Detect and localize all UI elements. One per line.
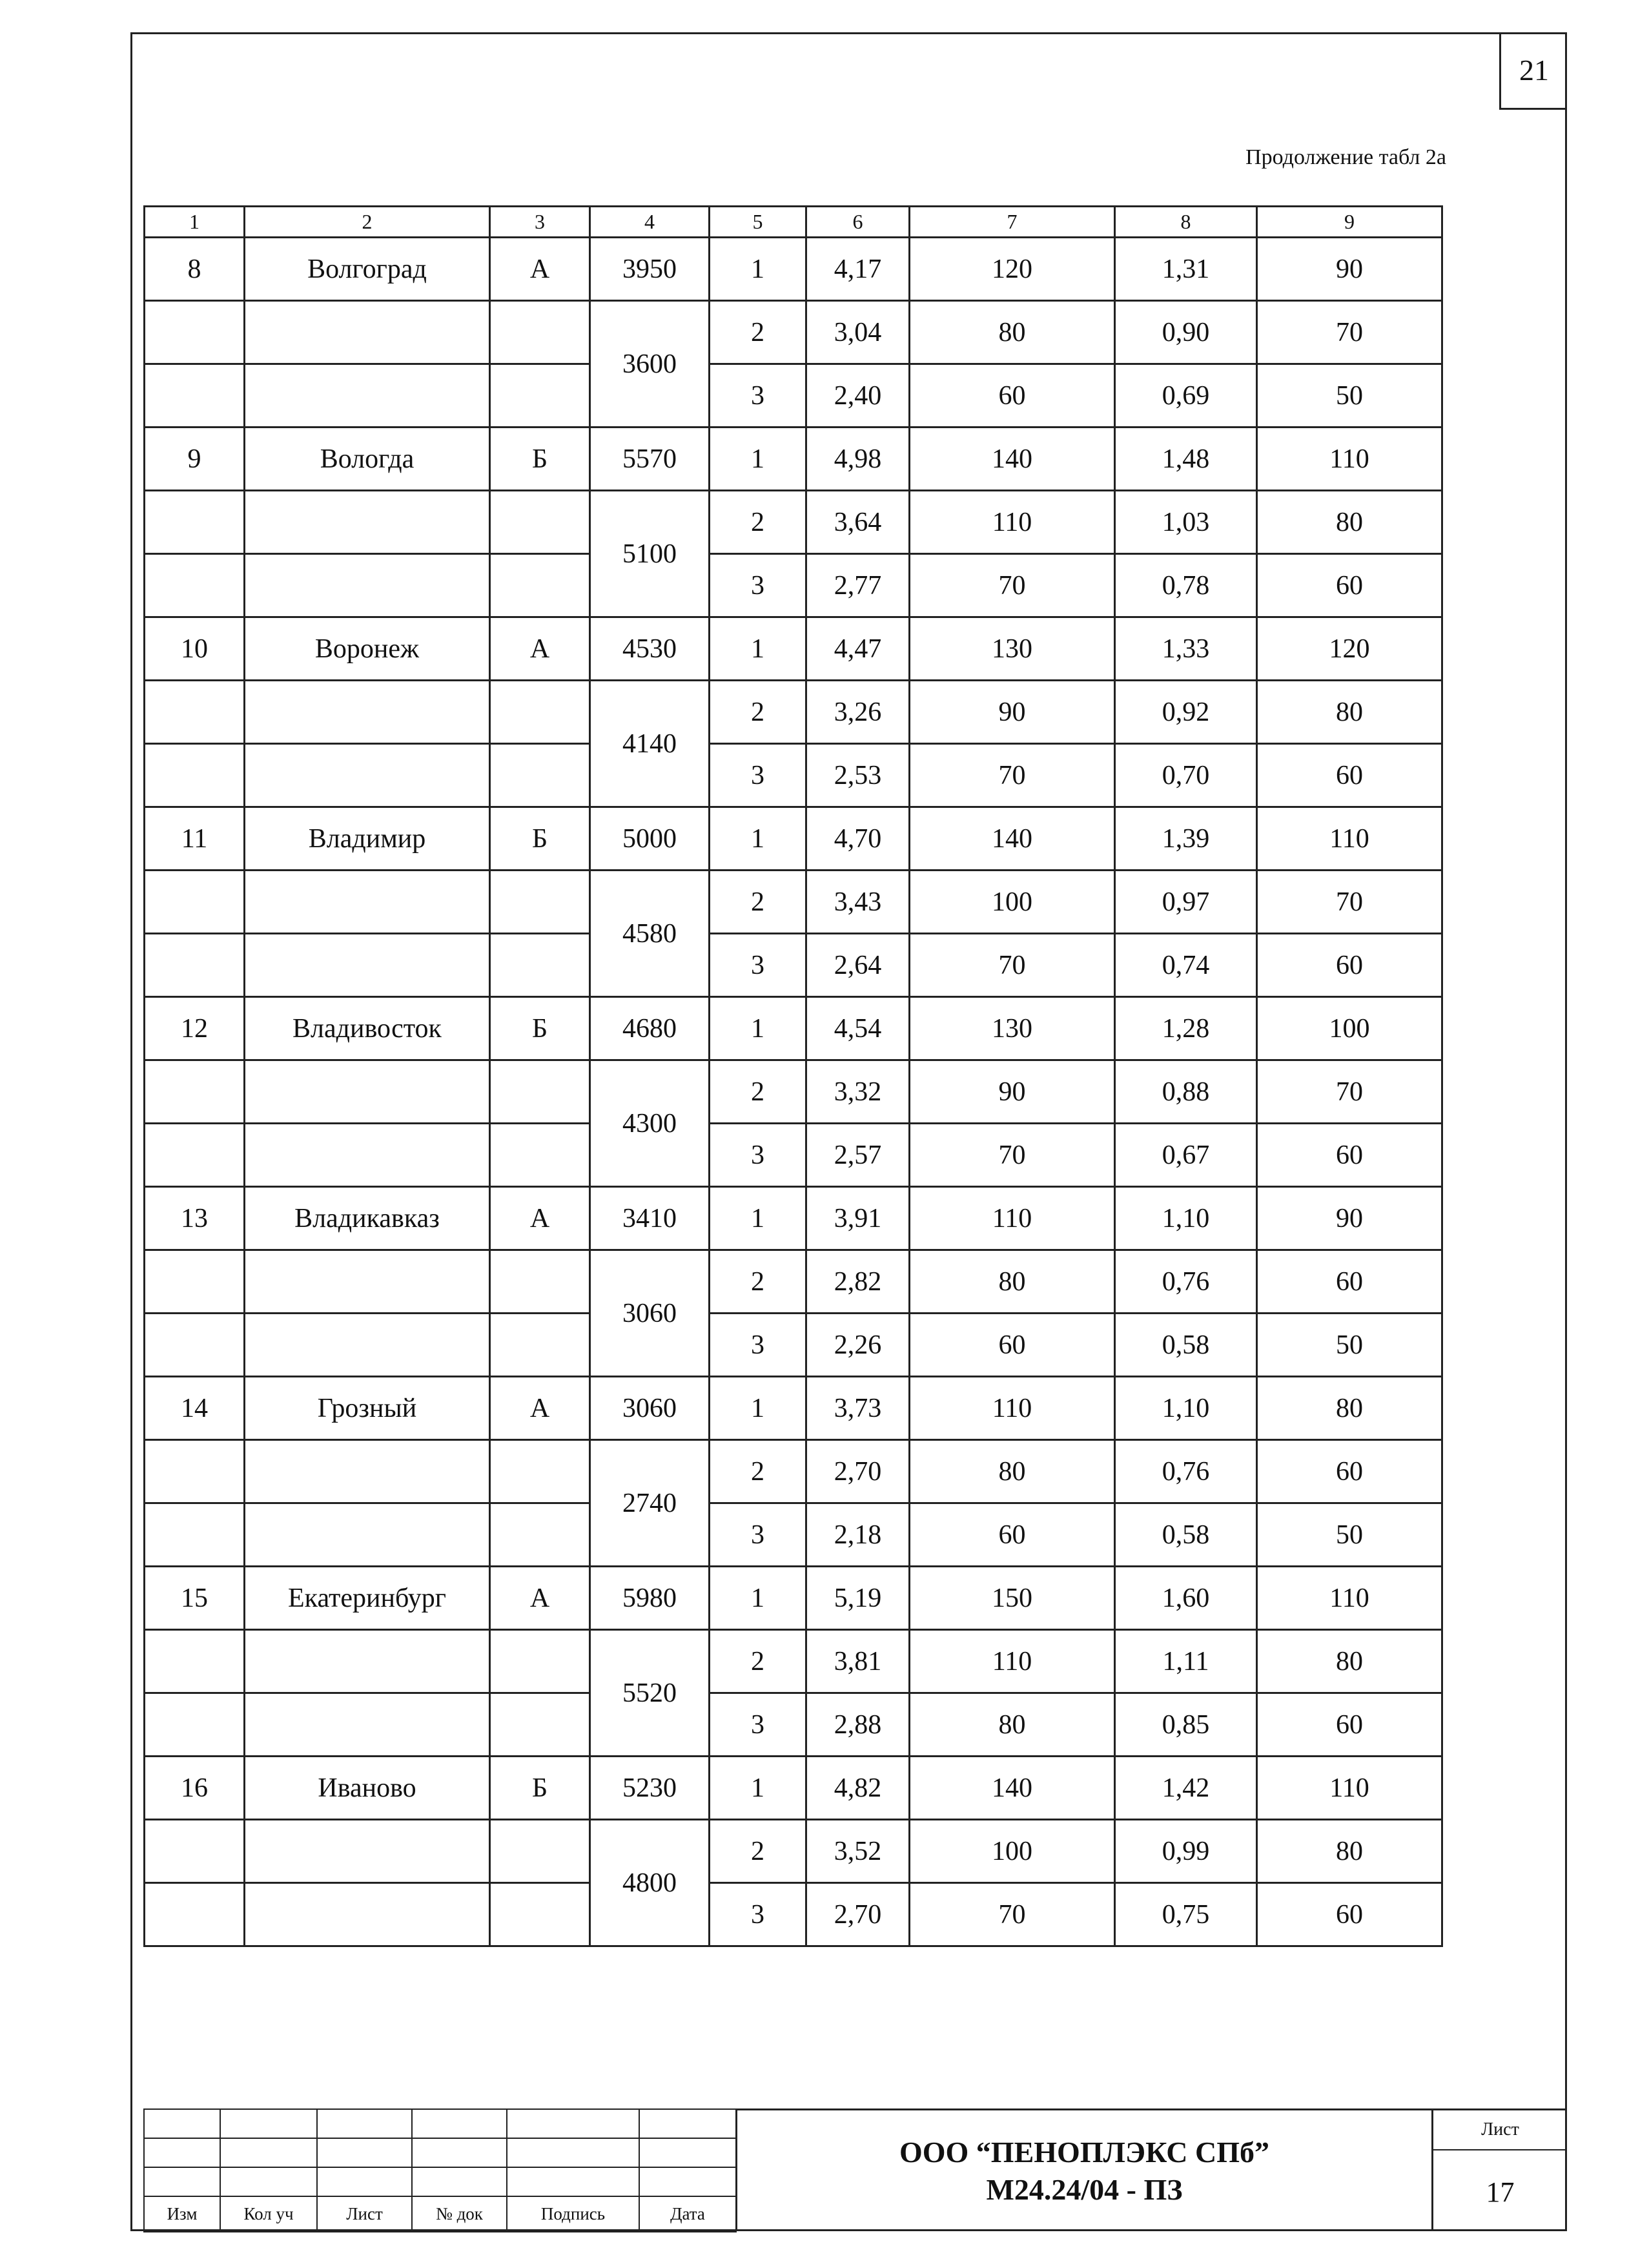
header-cell: 8 [1115,207,1257,238]
empty-cell [490,1314,590,1377]
data-cell: 2,88 [806,1693,910,1757]
header-cell: 4 [590,207,710,238]
city-cell: Вологда [245,428,490,491]
table-row [145,1757,1442,1820]
stamp-label: Кол уч [220,2196,317,2232]
value-cell: 3950 [590,238,710,301]
data-cell: 1 [710,1567,806,1630]
data-cell: 3 [710,1883,806,1946]
data-cell: 130 [910,617,1115,681]
data-cell: 1 [710,997,806,1060]
table-row [145,1060,1442,1124]
data-cell: 70 [1257,871,1442,934]
data-cell: 1,48 [1115,428,1257,491]
data-cell: 0,78 [1115,554,1257,617]
row-number-cell: 15 [145,1567,245,1630]
data-cell: 3 [710,1503,806,1567]
data-cell: 1,03 [1115,491,1257,554]
empty-cell [490,1124,590,1187]
value-cell: 4300 [590,1060,710,1187]
header-cell: 6 [806,207,910,238]
data-cell: 0,92 [1115,681,1257,744]
table-row [145,1693,1442,1757]
data-cell: 3,81 [806,1630,910,1693]
table-row [145,681,1442,744]
zone-cell: Б [490,428,590,491]
data-cell: 2,26 [806,1314,910,1377]
page-number: 21 [1499,32,1567,110]
data-cell: 90 [910,1060,1115,1124]
data-cell: 80 [1257,681,1442,744]
data-cell: 60 [910,364,1115,428]
row-number-cell: 9 [145,428,245,491]
city-cell: Грозный [245,1377,490,1440]
data-cell: 1,10 [1115,1187,1257,1250]
data-cell: 110 [1257,428,1442,491]
data-cell: 3 [710,744,806,807]
empty-cell [145,1693,245,1757]
data-cell: 2,53 [806,744,910,807]
data-cell: 60 [910,1503,1115,1567]
empty-cell [490,871,590,934]
data-cell: 110 [1257,1567,1442,1630]
zone-cell: Б [490,997,590,1060]
data-cell: 1,11 [1115,1630,1257,1693]
table-row [145,491,1442,554]
header-cell: 2 [245,207,490,238]
data-cell: 60 [1257,1883,1442,1946]
data-cell: 50 [1257,364,1442,428]
row-number-cell: 14 [145,1377,245,1440]
data-cell: 120 [1257,617,1442,681]
data-cell: 2,70 [806,1883,910,1946]
city-cell: Екатеринбург [245,1567,490,1630]
table-row [145,997,1442,1060]
data-cell: 1 [710,1757,806,1820]
data-cell: 3 [710,364,806,428]
data-cell: 3 [710,934,806,997]
zone-cell: Б [490,1757,590,1820]
document-code: М24.24/04 - ПЗ [986,2172,1183,2206]
value-cell: 5570 [590,428,710,491]
sheet-number: 17 [1486,2176,1515,2208]
data-cell: 4,82 [806,1757,910,1820]
empty-cell [245,1693,490,1757]
value-cell: 2740 [590,1440,710,1567]
data-cell: 60 [1257,1250,1442,1314]
value-cell: 4530 [590,617,710,681]
empty-cell [490,301,590,364]
data-cell: 140 [910,807,1115,871]
empty-cell [245,1820,490,1883]
data-cell: 0,76 [1115,1250,1257,1314]
data-cell: 100 [1257,997,1442,1060]
data-cell: 3,43 [806,871,910,934]
city-cell: Иваново [245,1757,490,1820]
value-cell: 5000 [590,807,710,871]
data-cell: 60 [1257,1693,1442,1757]
city-cell: Владивосток [245,997,490,1060]
stamp-label: № док [412,2196,507,2232]
zone-cell: А [490,1187,590,1250]
data-cell: 80 [910,1693,1115,1757]
data-cell: 5,19 [806,1567,910,1630]
data-cell: 70 [910,554,1115,617]
data-cell: 2 [710,301,806,364]
row-number-cell: 16 [145,1757,245,1820]
data-cell: 70 [1257,301,1442,364]
data-cell: 0,97 [1115,871,1257,934]
zone-cell: А [490,238,590,301]
data-cell: 60 [1257,1440,1442,1503]
data-cell: 2 [710,1630,806,1693]
data-cell: 140 [910,428,1115,491]
empty-cell [490,1693,590,1757]
empty-cell [145,1883,245,1946]
zone-cell: Б [490,807,590,871]
data-cell: 2,70 [806,1440,910,1503]
city-cell: Волгоград [245,238,490,301]
data-cell: 110 [1257,807,1442,871]
data-cell: 2,18 [806,1503,910,1567]
data-cell: 110 [910,1377,1115,1440]
header-cell: 5 [710,207,806,238]
data-cell: 60 [1257,1124,1442,1187]
empty-cell [490,1630,590,1693]
data-cell: 3,52 [806,1820,910,1883]
data-cell: 50 [1257,1314,1442,1377]
table-row [145,617,1442,681]
row-number-cell: 12 [145,997,245,1060]
empty-cell [490,1883,590,1946]
empty-cell [490,364,590,428]
empty-cell [490,934,590,997]
data-cell: 100 [910,1820,1115,1883]
empty-cell [145,1314,245,1377]
empty-cell [245,554,490,617]
data-cell: 0,75 [1115,1883,1257,1946]
zone-cell: А [490,1377,590,1440]
sheet-label: Лист [1433,2110,1567,2150]
data-table [143,205,1443,1947]
data-cell: 1 [710,238,806,301]
data-cell: 0,88 [1115,1060,1257,1124]
data-cell: 2,82 [806,1250,910,1314]
empty-cell [145,871,245,934]
empty-cell [245,1250,490,1314]
data-cell: 2 [710,871,806,934]
value-cell: 5980 [590,1567,710,1630]
data-cell: 1,10 [1115,1377,1257,1440]
table-row [145,1630,1442,1693]
data-cell: 2 [710,1820,806,1883]
zone-cell: А [490,617,590,681]
data-cell: 0,70 [1115,744,1257,807]
empty-cell [245,934,490,997]
empty-cell [245,1883,490,1946]
city-cell: Владимир [245,807,490,871]
zone-cell: А [490,1567,590,1630]
city-cell: Владикавказ [245,1187,490,1250]
data-cell: 1 [710,428,806,491]
empty-cell [245,1314,490,1377]
title-block [143,2108,1567,2231]
data-cell: 2 [710,491,806,554]
data-cell: 2 [710,1250,806,1314]
data-cell: 80 [1257,1630,1442,1693]
empty-cell [145,934,245,997]
data-cell: 60 [1257,934,1442,997]
stamp-label: Подпись [507,2196,639,2232]
empty-cell [245,1440,490,1503]
organization-name: ООО “ПЕНОПЛЭКС СПб” [899,2135,1270,2169]
data-cell: 0,67 [1115,1124,1257,1187]
row-number-cell: 8 [145,238,245,301]
empty-cell [490,1503,590,1567]
data-cell: 3,91 [806,1187,910,1250]
table-body [145,207,1442,1946]
table-row [145,1567,1442,1630]
stamp-label: Дата [639,2196,736,2232]
data-cell: 50 [1257,1503,1442,1567]
table-row [145,1883,1442,1946]
data-cell: 3 [710,554,806,617]
data-cell: 2 [710,681,806,744]
data-cell: 3,64 [806,491,910,554]
row-number-cell: 13 [145,1187,245,1250]
data-cell: 4,17 [806,238,910,301]
data-cell: 60 [910,1314,1115,1377]
organization-box [735,2108,1431,2231]
empty-cell [490,491,590,554]
data-cell: 60 [1257,554,1442,617]
data-cell: 0,90 [1115,301,1257,364]
table-row [145,238,1442,301]
value-cell: 4580 [590,871,710,997]
data-cell: 0,58 [1115,1314,1257,1377]
data-cell: 120 [910,238,1115,301]
empty-cell [490,681,590,744]
empty-cell [245,744,490,807]
row-number-cell: 10 [145,617,245,681]
data-cell: 4,70 [806,807,910,871]
data-cell: 80 [910,301,1115,364]
empty-cell [145,1060,245,1124]
data-cell: 100 [910,871,1115,934]
data-cell: 2,40 [806,364,910,428]
data-cell: 90 [910,681,1115,744]
data-cell: 70 [910,744,1115,807]
value-cell: 4140 [590,681,710,807]
data-cell: 1,39 [1115,807,1257,871]
data-cell: 1,31 [1115,238,1257,301]
empty-cell [145,744,245,807]
value-cell: 5100 [590,491,710,617]
empty-cell [490,744,590,807]
data-cell: 3,73 [806,1377,910,1440]
data-cell: 3 [710,1693,806,1757]
table-row [145,301,1442,364]
table-row [145,1377,1442,1440]
empty-cell [145,1503,245,1567]
data-cell: 60 [1257,744,1442,807]
table-row [145,1250,1442,1314]
data-cell: 0,76 [1115,1440,1257,1503]
data-cell: 70 [910,1124,1115,1187]
table-row [145,364,1442,428]
data-cell: 70 [1257,1060,1442,1124]
data-cell: 80 [1257,1820,1442,1883]
empty-cell [490,1060,590,1124]
table-row [145,934,1442,997]
row-number-cell: 11 [145,807,245,871]
value-cell: 5230 [590,1757,710,1820]
empty-cell [245,301,490,364]
value-cell: 4800 [590,1820,710,1946]
table-row [145,871,1442,934]
empty-cell [145,1630,245,1693]
data-cell: 0,85 [1115,1693,1257,1757]
value-cell: 3060 [590,1377,710,1440]
value-cell: 5520 [590,1630,710,1757]
empty-cell [145,1440,245,1503]
table-row [145,428,1442,491]
table-row [145,1820,1442,1883]
data-cell: 1 [710,807,806,871]
data-cell: 1,60 [1115,1567,1257,1630]
data-cell: 4,98 [806,428,910,491]
data-cell: 1,33 [1115,617,1257,681]
data-cell: 2 [710,1440,806,1503]
empty-cell [245,364,490,428]
table-row [145,1314,1442,1377]
empty-cell [490,1440,590,1503]
continuation-note: Продолжение табл 2а [1245,145,1446,169]
stamp-label: Лист [317,2196,412,2232]
data-cell: 1 [710,1377,806,1440]
data-cell: 2,64 [806,934,910,997]
data-cell: 150 [910,1567,1115,1630]
value-cell: 3600 [590,301,710,428]
data-cell: 3,26 [806,681,910,744]
data-cell: 110 [910,1187,1115,1250]
data-cell: 3,04 [806,301,910,364]
empty-cell [145,491,245,554]
data-cell: 80 [910,1440,1115,1503]
data-cell: 80 [1257,1377,1442,1440]
empty-cell [245,1630,490,1693]
data-cell: 80 [1257,491,1442,554]
table-row [145,744,1442,807]
header-cell: 9 [1257,207,1442,238]
data-cell: 80 [910,1250,1115,1314]
empty-cell [490,554,590,617]
empty-cell [245,871,490,934]
data-cell: 2,77 [806,554,910,617]
data-cell: 4,47 [806,617,910,681]
table-row [145,807,1442,871]
data-cell: 90 [1257,238,1442,301]
table-row [145,1503,1442,1567]
empty-cell [245,1060,490,1124]
data-cell: 0,74 [1115,934,1257,997]
empty-cell [245,491,490,554]
table-row [145,1124,1442,1187]
data-cell: 1,42 [1115,1757,1257,1820]
table-row [145,554,1442,617]
empty-cell [145,681,245,744]
empty-cell [245,1503,490,1567]
value-cell: 4680 [590,997,710,1060]
data-cell: 140 [910,1757,1115,1820]
data-cell: 110 [1257,1757,1442,1820]
empty-cell [145,1250,245,1314]
empty-cell [490,1820,590,1883]
table-header-row [145,207,1442,238]
revision-stamp [143,2108,737,2232]
data-cell: 3 [710,1124,806,1187]
empty-cell [145,1124,245,1187]
data-cell: 1 [710,617,806,681]
stamp-label: Изм [144,2196,220,2232]
empty-cell [145,364,245,428]
data-cell: 70 [910,1883,1115,1946]
table-row [145,1440,1442,1503]
data-cell: 3 [710,1314,806,1377]
data-cell: 110 [910,491,1115,554]
empty-cell [490,1250,590,1314]
data-cell: 110 [910,1630,1115,1693]
data-cell: 2 [710,1060,806,1124]
data-cell: 3,32 [806,1060,910,1124]
value-cell: 3060 [590,1250,710,1377]
header-cell: 7 [910,207,1115,238]
data-cell: 130 [910,997,1115,1060]
data-cell: 1 [710,1187,806,1250]
data-cell: 0,58 [1115,1503,1257,1567]
table-row [145,1187,1442,1250]
data-cell: 4,54 [806,997,910,1060]
empty-cell [145,301,245,364]
value-cell: 3410 [590,1187,710,1250]
empty-cell [245,681,490,744]
data-cell: 0,99 [1115,1820,1257,1883]
empty-cell [145,1820,245,1883]
data-cell: 1,28 [1115,997,1257,1060]
data-cell: 90 [1257,1187,1442,1250]
empty-cell [145,554,245,617]
data-cell: 0,69 [1115,364,1257,428]
header-cell: 3 [490,207,590,238]
header-cell: 1 [145,207,245,238]
city-cell: Воронеж [245,617,490,681]
data-cell: 70 [910,934,1115,997]
data-cell: 2,57 [806,1124,910,1187]
sheet-box [1431,2108,1567,2231]
empty-cell [245,1124,490,1187]
